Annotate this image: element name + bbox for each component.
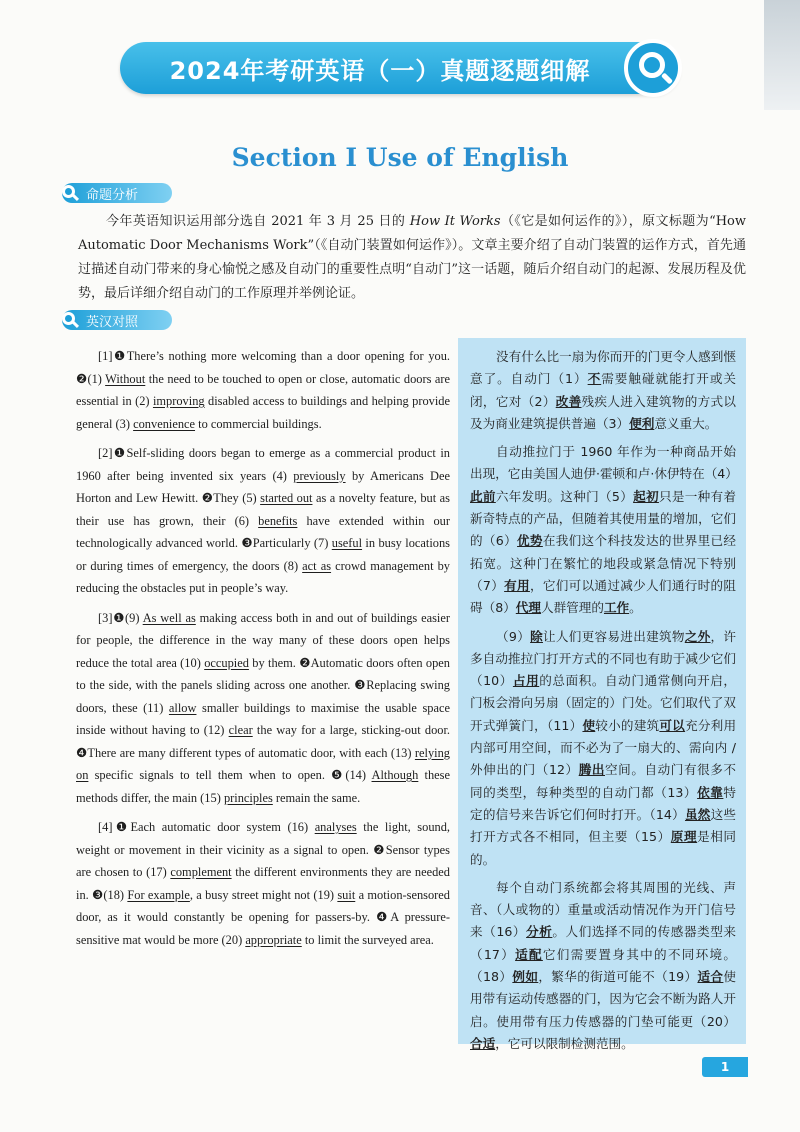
answer-6: benefits xyxy=(258,513,298,528)
answer-12: clear xyxy=(228,723,253,737)
answer-10: occupied xyxy=(204,655,249,670)
answer-11: allow xyxy=(168,700,197,715)
magnifier-icon xyxy=(624,39,682,97)
chinese-paragraph-3: （9）除让人们更容易进出建筑物之外，许多自动推拉门打开方式的不同也有助于减少它们（10）占用的总面积。自动门通常侧向开启，门板会滑向另扇（固定的）门处。它们取代了双开式弹簧门，（11）使较小的建筑可以充分利用内部可用空间，而不必为了一扇大的、需向内 / 外伸出的门（12）腾出空间。自动门有很多不同的类型，每种类型的自动门都（13）依靠特定的信号来告诉它们何时打开。（14）虽然这些打开方式各不相同，但主要（15）原理是相同的。 xyxy=(470,628,737,867)
analysis-paragraph: 今年英语知识运用部分选自 2021 年 3 月 25 日的 How It Works（《它是如何运作的》），原文标题为“How Automatic Door Mechanisms Work”（《自动门装置如何运作》）。文章主要介绍了自动门装置的运作方式，首先通过描述自动门带来的身心愉悦之感及自动门的重要性点明“自动门”这一话题，随后介绍自动门的起源、发展历程及优势，最后详细介绍自动门的工作原理并举例论证。 xyxy=(78,214,747,301)
chinese-translation-box xyxy=(458,338,746,1051)
section-title: Section Ⅰ Use of English xyxy=(231,143,569,172)
english-paragraph-3: [3]❶(9) As well as making access both in and out of buildings easier for people, the difference in the way many of these doors open helps reduce the total area (10) occupied by them. ❷Automatic doors often open to the side, with the panels sliding across one another. ❸Replacing swing doors, these (11) allow smaller buildings to maximise the usable space inside without having to (12) clear the way for a large, sticking-out door. ❹There are many different types of automatic door, with each (13) relying on specific signals to tell them when to open. ❺(14) Although these methods differ, the main (15) principles remain the same. xyxy=(76,610,451,805)
english-passage xyxy=(76,345,450,958)
answer-16: analyses xyxy=(314,820,357,834)
answer-9: As well as xyxy=(142,610,196,625)
page-corner-shadow xyxy=(764,0,800,110)
header-title: 2024年考研英语（一）真题逐题细解 xyxy=(169,56,591,85)
answer-17: complement xyxy=(170,865,232,879)
header-banner xyxy=(120,42,680,94)
answer-7: useful xyxy=(331,536,363,550)
english-paragraph-2: [2]❶Self-sliding doors began to emerge as a commercial product in 1960 after being invented six years (4) previously by Americans Dee Horton and Lew Hewitt. ❷They (5) started out as a novelty feature, but as their use has grown, their (6) benefits have extended within our technologically advanced world. ❸Particularly (7) useful in busy locations or during times of emergency, the doors (8) act as crowd management by reducing the obstacles put in people’s way. xyxy=(76,446,451,595)
tag-bilingual-label: 英汉对照 xyxy=(86,314,139,330)
answer-20: appropriate xyxy=(245,932,302,947)
english-paragraph-4: [4]❶Each automatic door system (16) analyses the light, sound, weight or movement in their vicinity as a signal to open. ❷Sensor types are chosen to (17) complement the different environments they are needed in. ❸(18) For example, a busy street might not (19) suit a motion-sensored door, as it would constantly be opening for passers-by. ❹A pressure-sensitive mat would be more (20) appropriate to limit the surveyed area. xyxy=(76,820,451,947)
answer-4: previously xyxy=(293,468,346,483)
answer-1: Without xyxy=(105,371,146,386)
answer-18: For example xyxy=(127,887,190,902)
answer-13: relying on xyxy=(76,745,450,782)
magnifier-icon xyxy=(60,310,80,330)
answer-3: convenience xyxy=(133,416,196,431)
page-number: 1 xyxy=(702,1057,748,1077)
answer-2: improving xyxy=(152,394,205,408)
chinese-paragraph-1: 没有什么比一扇为你而开的门更令人感到惬意了。自动门（1）不需要触碰就能打开或关闭，它对（2）改善残疾人进入建筑物的方式以及为商业建筑提供普遍（3）便利意义重大。 xyxy=(470,349,737,431)
magnifier-icon xyxy=(60,183,80,203)
chinese-paragraph-4: 每个自动门系统都会将其周围的光线、声音、（人或物的）重量或活动情况作为开门信号来（16）分析。人们选择不同的传感器类型来（17）适配它们需要置身其中的不同环境。（18）例如，繁华的街道可能不（19）适合使用带有运动传感器的门，因为它会不断为路人开启。使用带有压力传感器的门垫可能更（20）合适，它可以限制检测范围。 xyxy=(470,879,737,1051)
answer-14: Although xyxy=(371,768,419,782)
tag-analysis-label: 命题分析 xyxy=(86,187,139,203)
tag-analysis xyxy=(62,183,172,203)
answer-15: principles xyxy=(223,790,273,805)
source-title: How It Works xyxy=(409,214,501,229)
english-paragraph-1: [1]❶There’s nothing more welcoming than a door opening for you. ❷(1) Without the need to be touched to open or close, automatic doors are essential in (2) improving disabled access to buildings and helping provide general (3) convenience to commercial buildings. xyxy=(76,349,450,431)
tag-bilingual xyxy=(62,310,172,330)
answer-5: started out xyxy=(260,491,313,505)
answer-8: act as xyxy=(302,558,332,573)
chinese-paragraph-2: 自动推拉门于 1960 年作为一种商品开始出现，它由美国人迪伊·霍顿和卢·休伊特在（4）此前六年发明。这种门（5）起初只是一种有着新奇特点的产品，但随着其使用量的增加，它们的（6）优势在我们这个科技发达的世界里已经拓宽。这种门在繁忙的地段或紧急情况下特别（7）有用，它们可以通过减少人们通行时的阻碍（8）代理人群管理的工作。 xyxy=(470,444,738,616)
answer-19: suit xyxy=(337,887,356,902)
